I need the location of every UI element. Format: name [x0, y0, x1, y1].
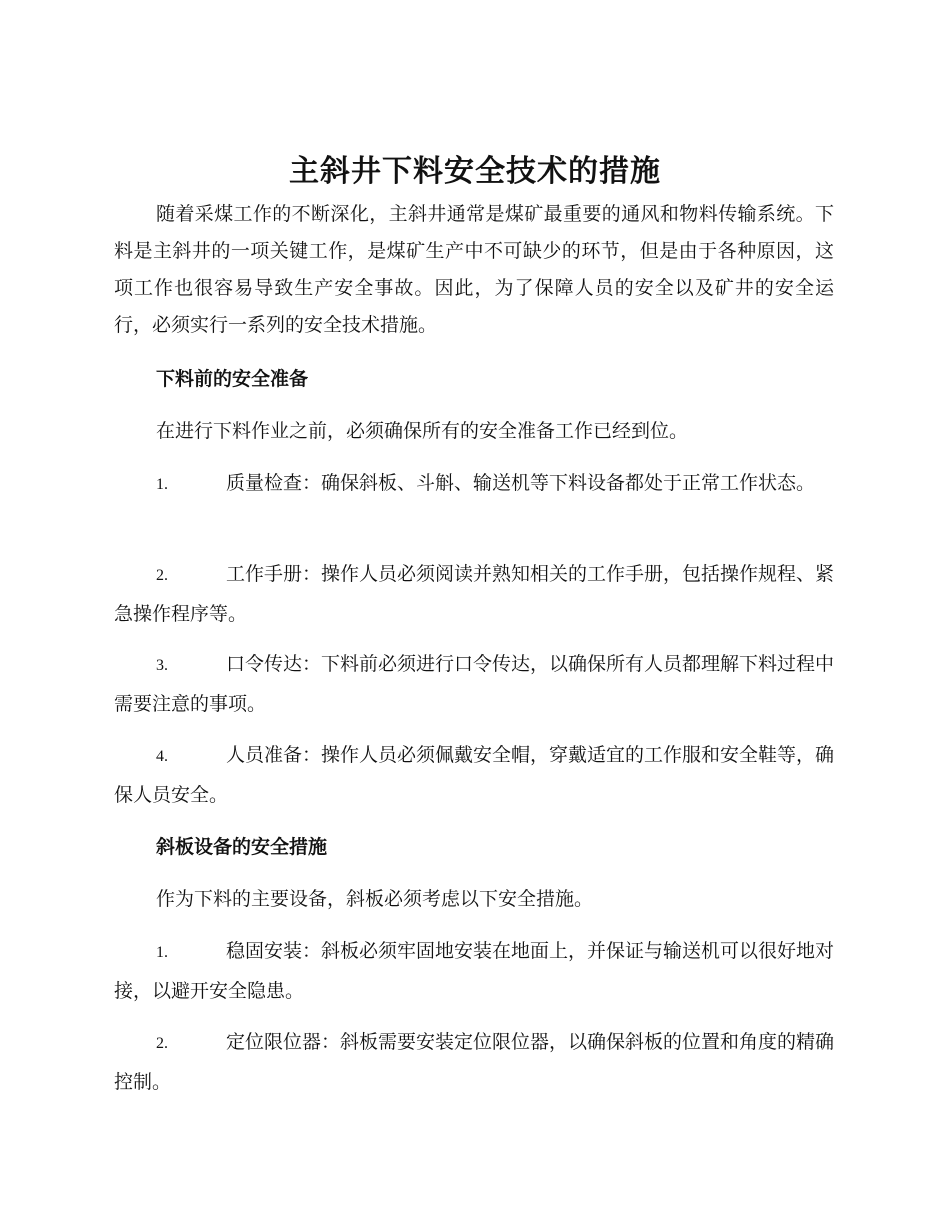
list-item-number: 4.: [156, 748, 168, 765]
list-item-text: 工作手册：操作人员必须阅读并熟知相关的工作手册，包括操作规程、紧急操作程序等。: [114, 563, 835, 625]
section-lead-prep: 在进行下料作业之前，必须确保所有的安全准备工作已经到位。: [156, 420, 689, 442]
list-item-number: 2.: [156, 1035, 168, 1052]
list-item-text: 稳固安装：斜板必须牢固地安装在地面上，并保证与输送机可以很好地对接，以避开安全隐患。: [114, 940, 835, 1002]
document-title: 主斜井下料安全技术的措施: [289, 154, 661, 189]
list-item-number: 1.: [156, 476, 168, 493]
intro-paragraph: 随着采煤工作的不断深化，主斜井通常是煤矿最重要的通风和物料传输系统。下料是主斜井的一项关键工作，是煤矿生产中不可缺少的环节，但是由于各种原因，这项工作也很容易导致生产安全事故。因此，为了保障人员的安全以及矿井的安全运行，必须实行一系列的安全技术措施。: [114, 203, 834, 336]
list-item-number: 1.: [156, 944, 168, 961]
list-item: [114, 464, 834, 504]
list-item: [114, 645, 834, 724]
list-item-number: 3.: [156, 657, 168, 674]
list-item-number: 2.: [156, 567, 168, 584]
list-item-text: 人员准备：操作人员必须佩戴安全帽，穿戴适宜的工作服和安全鞋等，确保人员安全。: [114, 744, 835, 806]
list-item: [114, 555, 834, 634]
list-item: [114, 736, 834, 815]
list-item: [114, 932, 834, 1011]
list-item-text: 口令传达：下料前必须进行口令传达，以确保所有人员都理解下料过程中需要注意的事项。: [114, 653, 835, 715]
section-heading-prep: 下料前的安全准备: [156, 368, 309, 390]
list-item-text: 定位限位器：斜板需要安装定位限位器，以确保斜板的位置和角度的精确控制。: [114, 1031, 835, 1093]
list-item: [114, 1023, 834, 1102]
list-item-text: 质量检查：确保斜板、斗斛、输送机等下料设备都处于正常工作状态。: [226, 472, 816, 494]
section-lead-ramp: 作为下料的主要设备，斜板必须考虑以下安全措施。: [156, 888, 594, 910]
section-heading-ramp: 斜板设备的安全措施: [156, 836, 328, 858]
